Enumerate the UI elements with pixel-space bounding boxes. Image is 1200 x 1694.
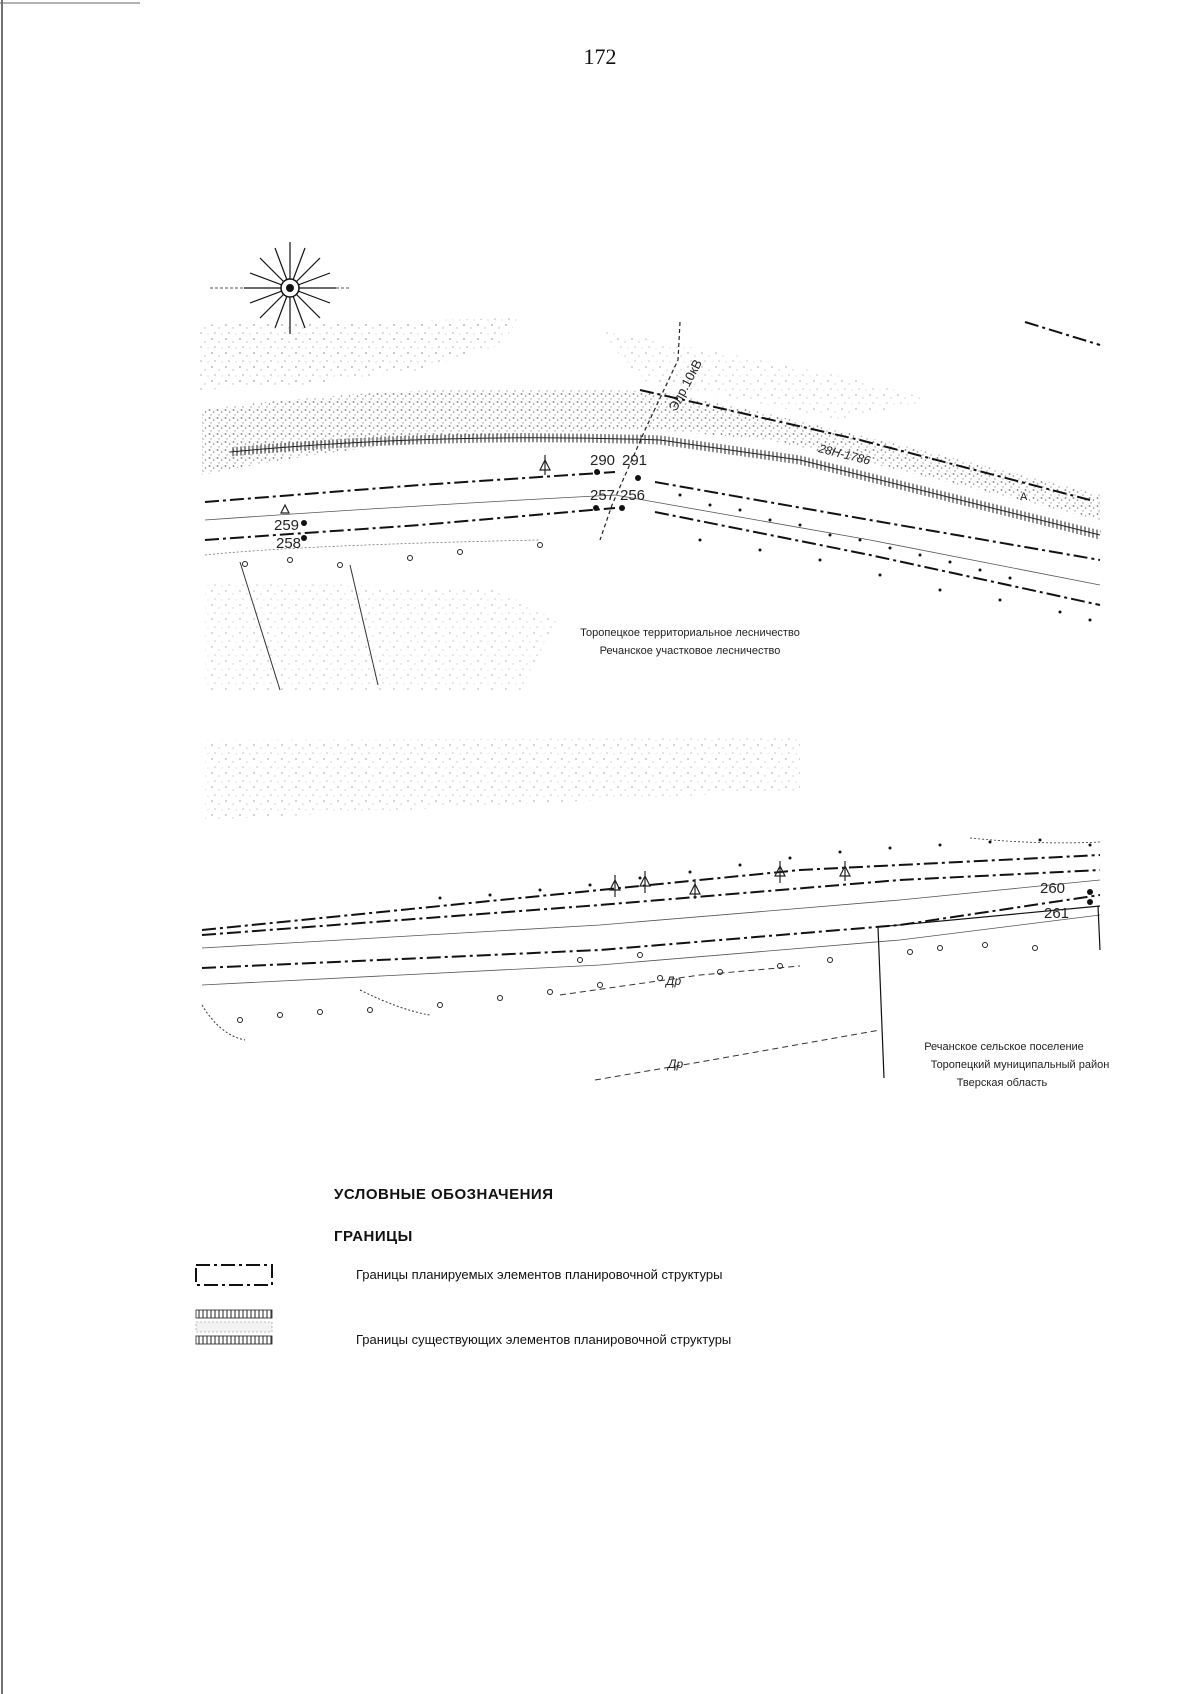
point-label-258: 258 (276, 535, 302, 552)
settlement-label-line1: Речанское сельское поселение (924, 1041, 1084, 1053)
planned-boundary-icon (194, 1262, 276, 1288)
point-label-259: 259 (274, 517, 300, 534)
stream-label-1: Др (666, 974, 682, 988)
settlement-label-line3: Тверская область (956, 1077, 1048, 1089)
legend-item-planned-boundaries (194, 1262, 1094, 1296)
point-label-290: 290 (590, 452, 616, 469)
legend-title: УСЛОВНЫЕ ОБОЗНАЧЕНИЯ (334, 1186, 554, 1203)
settlement-label-line2: Торопецкий муниципальный район (930, 1059, 1110, 1071)
road-label: 28Н-1786 (817, 441, 872, 468)
road-category-label: А (1020, 491, 1028, 503)
map-fragment-bottom (202, 838, 1109, 1089)
power-line-label: Элр.10кВ (665, 356, 706, 414)
map-speckled-band (205, 738, 800, 820)
legend-label-planned: Границы планируемых элементов планировочной структуры (356, 1267, 723, 1282)
point-label-291: 291 (622, 452, 648, 469)
page-number: 172 (583, 44, 617, 69)
north-arrow-icon (210, 242, 350, 334)
legend-item-existing-boundaries (194, 1308, 1094, 1347)
point-label-260: 260 (1040, 880, 1066, 897)
point-label-261: 261 (1044, 905, 1070, 922)
stream-label-2: Др (668, 1057, 684, 1071)
map-fragment-top (200, 318, 1100, 690)
forestry-label-line2: Речанское участковое лесничество (599, 645, 781, 657)
point-label-256: 256 (620, 487, 646, 504)
forestry-label-line1: Торопецкое территориальное лесничество (580, 627, 800, 639)
legend-label-existing: Границы существующих элементов планировочной структуры (356, 1332, 732, 1347)
legend-section-heading: ГРАНИЦЫ (334, 1228, 413, 1245)
point-label-257: 257 (590, 487, 616, 504)
existing-boundary-icon (194, 1308, 276, 1348)
